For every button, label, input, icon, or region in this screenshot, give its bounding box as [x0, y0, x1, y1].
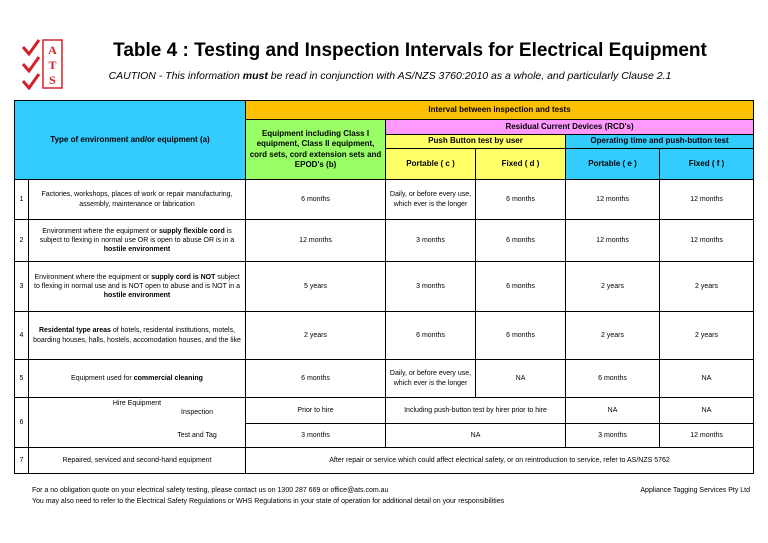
- cell-portable-e: 6 months: [566, 360, 660, 398]
- header-rcd: Residual Current Devices (RCD's): [386, 120, 754, 135]
- cell-fixed-d: 6 months: [476, 312, 566, 360]
- cell-fixed-f: 12 months: [660, 424, 754, 448]
- desc-text: Environment where the equipment or: [42, 227, 159, 235]
- cell-portable-c: Daily, or before every use, which ever is the longer: [386, 360, 476, 398]
- header-operating-time: Operating time and push-button test: [566, 135, 754, 149]
- row-description: [29, 312, 246, 360]
- caution-post: be read in conjunction with AS/NZS 3760:2010 as a whole, and particularly Clause 2.1: [267, 70, 672, 82]
- row-number: 6: [15, 398, 29, 448]
- cell-push-button: Including push-button test by hirer prior to hire: [386, 398, 566, 424]
- page-title: Table 4 : Testing and Inspection Intervals for Electrical Equipment: [113, 40, 707, 61]
- desc-text: is subject to flexing in normal use OR is open to abuse OR is in a: [39, 227, 235, 244]
- desc-text: Equipment used for: [71, 374, 134, 382]
- cell-fixed-f: 2 years: [660, 312, 754, 360]
- cell-portable-c: 3 months: [386, 262, 476, 312]
- footer-contact: For a no obligation quote on your electrical safety testing, please contact us on 1300 287 669 or office@ats.com.au: [32, 487, 389, 494]
- table-row: [15, 262, 754, 312]
- cell-fixed-d: NA: [476, 360, 566, 398]
- cell-fixed-f: NA: [660, 360, 754, 398]
- table-row: [15, 180, 754, 220]
- caution-pre: CAUTION - This information: [108, 70, 243, 82]
- cell-push-button: NA: [386, 424, 566, 448]
- cell-portable-e: 12 months: [566, 180, 660, 220]
- intervals-table: [14, 100, 754, 474]
- cell-equipment: Prior to hire: [246, 398, 386, 424]
- desc-text: of hotels, residental institutions, motels, boarding houses, halls, hostels, accomodation houses, and the like: [33, 327, 241, 344]
- row-description: Repaired, serviced and second-hand equipment: [29, 448, 246, 474]
- footer-company: Appliance Tagging Services Pty Ltd: [640, 487, 750, 494]
- test-tag-label: Test and Tag: [29, 424, 246, 448]
- caution-note: [60, 70, 720, 82]
- ats-logo: [20, 38, 64, 90]
- cell-fixed-f: 12 months: [660, 220, 754, 262]
- row-number: 1: [15, 180, 29, 220]
- cell-equipment: 6 months: [246, 360, 386, 398]
- inspection-label: Inspection: [181, 409, 213, 417]
- cell-note: After repair or service which could affect electrical safety, or on reintroduction to service, refer to AS/NZS 5762: [246, 448, 754, 474]
- cell-portable-c: Daily, or before every use, which ever is the longer: [386, 180, 476, 220]
- cell-equipment: 2 years: [246, 312, 386, 360]
- cell-portable-e: 12 months: [566, 220, 660, 262]
- header-interval: Interval between inspection and tests: [246, 101, 754, 120]
- hire-equipment-label: Hire Equipment: [112, 400, 162, 407]
- desc-text: Environment where the equipment or: [34, 273, 152, 281]
- header-push-button: Push Button test by user: [386, 135, 566, 149]
- header-type: Type of environment and/or equipment (a): [15, 101, 246, 180]
- cell-fixed-f: 2 years: [660, 262, 754, 312]
- table-row: [15, 220, 754, 262]
- cell-portable-e: 2 years: [566, 262, 660, 312]
- row-number: 7: [15, 448, 29, 474]
- cell-fixed-f: 12 months: [660, 180, 754, 220]
- row-number: 5: [15, 360, 29, 398]
- cell-portable-e: 2 years: [566, 312, 660, 360]
- logo-letter-a: A: [48, 43, 57, 57]
- cell-portable-c: 6 months: [386, 312, 476, 360]
- row-description: [29, 398, 246, 424]
- cell-fixed-d: 6 months: [476, 262, 566, 312]
- logo-letter-t: T: [48, 58, 57, 72]
- desc-bold: supply flexible cord: [159, 227, 225, 235]
- row-description: [29, 262, 246, 312]
- table-row: [15, 398, 754, 424]
- logo-letter-s: S: [49, 73, 56, 87]
- cell-equipment: 12 months: [246, 220, 386, 262]
- desc-bold: hostile environment: [103, 292, 171, 300]
- desc-bold: supply cord is NOT: [151, 273, 216, 281]
- cell-fixed-d: 6 months: [476, 180, 566, 220]
- desc-bold: commercial cleaning: [133, 374, 203, 382]
- footer-regulations: You may also need to refer to the Electrical Safety Regulations or WHS Regulations in your state of operation for additional detail on your responsibilities: [32, 498, 505, 505]
- cell-portable-e: NA: [566, 398, 660, 424]
- row-description: [29, 220, 246, 262]
- table-row: [15, 448, 754, 474]
- cell-equipment: 5 years: [246, 262, 386, 312]
- row-number: 2: [15, 220, 29, 262]
- row-description: [29, 360, 246, 398]
- caution-must: must: [242, 70, 268, 82]
- desc-bold: hostile environment: [103, 246, 171, 254]
- row-number: 4: [15, 312, 29, 360]
- header-fixed-d: Fixed ( d ): [476, 149, 566, 180]
- cell-portable-e: 3 months: [566, 424, 660, 448]
- header-class-equipment: Equipment including Class I equipment, Class II equipment, cord sets, cord extension sets and EPOD's (b): [246, 120, 386, 180]
- desc-text: subject to flexing in normal use and is NOT open to abuse and is NOT in a: [34, 273, 240, 290]
- cell-portable-c: 3 months: [386, 220, 476, 262]
- table-row: [15, 360, 754, 398]
- cell-fixed-f: NA: [660, 398, 754, 424]
- table-row: [15, 312, 754, 360]
- cell-fixed-d: 6 months: [476, 220, 566, 262]
- header-portable-e: Portable ( e ): [566, 149, 660, 180]
- row-description: Factories, workshops, places of work or repair manufacturing, assembly, maintenance or fabrication: [29, 180, 246, 220]
- table-row: [15, 424, 754, 448]
- cell-equipment: 6 months: [246, 180, 386, 220]
- header-fixed-f: Fixed ( f ): [660, 149, 754, 180]
- row-number: 3: [15, 262, 29, 312]
- cell-equipment: 3 months: [246, 424, 386, 448]
- desc-bold: Residental type areas: [38, 327, 111, 335]
- header-portable-c: Portable ( c ): [386, 149, 476, 180]
